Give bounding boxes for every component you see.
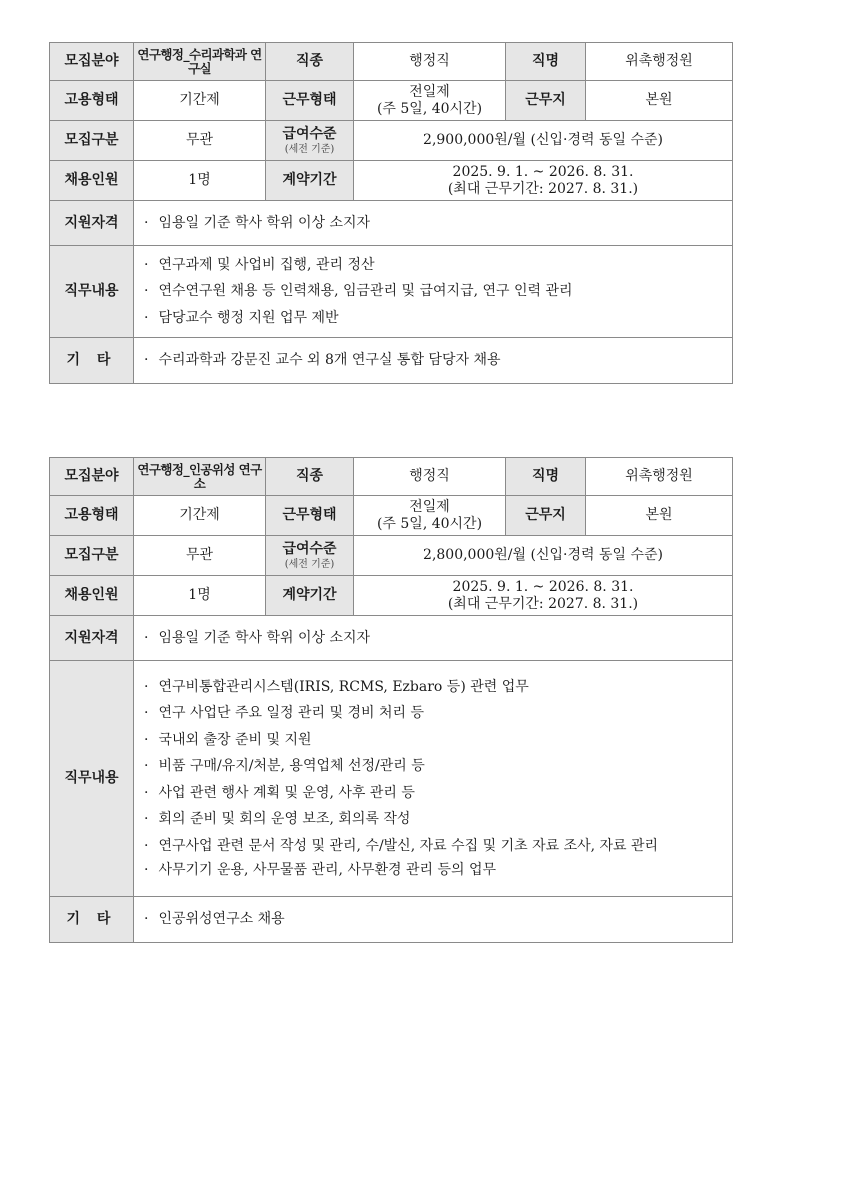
contract-period-value bbox=[354, 576, 733, 616]
job-type-value: 행정직 bbox=[354, 43, 506, 81]
work-type-line2: (주 5일, 40시간) bbox=[376, 100, 483, 117]
location-value: 본원 bbox=[586, 496, 733, 536]
list-item-text: 회의 준비 및 회의 운영 보조, 회의록 작성 bbox=[158, 811, 411, 828]
work-type-label: 근무형태 bbox=[266, 496, 354, 536]
bullet-icon: · bbox=[144, 811, 149, 828]
title-value: 위촉행정원 bbox=[586, 43, 733, 81]
title-label: 직명 bbox=[506, 458, 586, 496]
list-item bbox=[144, 625, 724, 652]
list-item bbox=[144, 806, 724, 833]
contract-period-label: 계약기간 bbox=[266, 576, 354, 616]
field-value: 연구행정_인공위성 연구소 bbox=[134, 458, 266, 496]
bullet-icon: · bbox=[144, 911, 149, 928]
qualification-label: 지원자격 bbox=[50, 616, 134, 661]
etc-label: 기 타 bbox=[50, 897, 134, 943]
qualification-label: 지원자격 bbox=[50, 201, 134, 246]
duties-list bbox=[144, 252, 724, 332]
list-item-text: 연구과제 및 사업비 집행, 관리 정산 bbox=[158, 256, 375, 273]
salary-value: 2,800,000원/월 (신입·경력 동일 수준) bbox=[354, 536, 733, 576]
title-value: 위촉행정원 bbox=[586, 458, 733, 496]
list-item bbox=[144, 857, 724, 884]
salary-label-text: 급여수준 bbox=[282, 540, 337, 557]
headcount-value: 1명 bbox=[134, 576, 266, 616]
location-label: 근무지 bbox=[506, 496, 586, 536]
work-type-line1: 전일제 bbox=[409, 498, 450, 515]
bullet-icon: · bbox=[144, 214, 149, 231]
list-item-text: 비품 구매/유지/처분, 용역업체 선정/관리 등 bbox=[158, 758, 425, 775]
list-item-text: 연수연구원 채용 등 인력채용, 임금관리 및 급여지급, 연구 인력 관리 bbox=[158, 283, 573, 300]
salary-note: (세전 기준) bbox=[284, 558, 335, 570]
field-label: 모집분야 bbox=[50, 458, 134, 496]
job-posting-table-2 bbox=[49, 457, 733, 943]
duties-list bbox=[144, 674, 724, 884]
list-item-text: 수리과학과 강문진 교수 외 8개 연구실 통합 담당자 채용 bbox=[158, 352, 501, 369]
work-type-line1: 전일제 bbox=[409, 83, 450, 100]
bullet-icon: · bbox=[144, 861, 149, 878]
duties-value bbox=[134, 661, 733, 897]
list-item-text: 임용일 기준 학사 학위 이상 소지자 bbox=[158, 214, 371, 231]
salary-value: 2,900,000원/월 (신입·경력 동일 수준) bbox=[354, 121, 733, 161]
work-type-label: 근무형태 bbox=[266, 81, 354, 121]
list-item bbox=[144, 305, 724, 332]
salary-note: (세전 기준) bbox=[284, 143, 335, 155]
etc-list bbox=[144, 347, 724, 374]
etc-label: 기 타 bbox=[50, 338, 134, 384]
employment-type-label: 고용형태 bbox=[50, 496, 134, 536]
job-type-label: 직종 bbox=[266, 458, 354, 496]
contract-line2: (최대 근무기간: 2027. 8. 31.) bbox=[447, 180, 639, 197]
contract-line1: 2025. 9. 1. ~ 2026. 8. 31. bbox=[452, 578, 634, 595]
etc-value bbox=[134, 897, 733, 943]
bullet-icon: · bbox=[144, 352, 149, 369]
list-item bbox=[144, 833, 724, 857]
qualification-value bbox=[134, 201, 733, 246]
recruit-category-value: 무관 bbox=[134, 536, 266, 576]
field-label: 모집분야 bbox=[50, 43, 134, 81]
employment-type-value: 기간제 bbox=[134, 496, 266, 536]
list-item bbox=[144, 727, 724, 754]
work-type-value bbox=[354, 496, 506, 536]
duties-value bbox=[134, 246, 733, 338]
salary-label-text: 급여수준 bbox=[282, 125, 337, 142]
bullet-icon: · bbox=[144, 705, 149, 722]
list-item-text: 인공위성연구소 채용 bbox=[158, 911, 285, 928]
qualification-list bbox=[144, 625, 724, 652]
contract-period-label: 계약기간 bbox=[266, 161, 354, 201]
headcount-value: 1명 bbox=[134, 161, 266, 201]
list-item bbox=[144, 753, 724, 780]
recruit-category-label: 모집구분 bbox=[50, 536, 134, 576]
list-item-text: 사업 관련 행사 계획 및 운영, 사후 관리 등 bbox=[158, 784, 415, 801]
duties-label: 직무내용 bbox=[50, 246, 134, 338]
contract-line2: (최대 근무기간: 2027. 8. 31.) bbox=[447, 595, 639, 612]
qualification-list bbox=[144, 210, 724, 237]
etc-list bbox=[144, 906, 724, 933]
bullet-icon: · bbox=[144, 837, 149, 854]
location-value: 본원 bbox=[586, 81, 733, 121]
list-item-text: 연구사업 관련 문서 작성 및 관리, 수/발신, 자료 수집 및 기초 자료 조사, 자료 관리 bbox=[158, 837, 659, 854]
list-item bbox=[144, 906, 724, 933]
list-item bbox=[144, 278, 724, 305]
bullet-icon: · bbox=[144, 731, 149, 748]
list-item bbox=[144, 674, 724, 701]
list-item bbox=[144, 780, 724, 807]
salary-label bbox=[266, 536, 354, 576]
bullet-icon: · bbox=[144, 309, 149, 326]
duties-label: 직무내용 bbox=[50, 661, 134, 897]
employment-type-label: 고용형태 bbox=[50, 81, 134, 121]
job-posting-table-1 bbox=[49, 42, 733, 384]
list-item bbox=[144, 700, 724, 727]
list-item-text: 연구 사업단 주요 일정 관리 및 경비 처리 등 bbox=[158, 705, 424, 722]
bullet-icon: · bbox=[144, 678, 149, 695]
etc-value bbox=[134, 338, 733, 384]
location-label: 근무지 bbox=[506, 81, 586, 121]
recruit-category-label: 모집구분 bbox=[50, 121, 134, 161]
list-item bbox=[144, 252, 724, 279]
headcount-label: 채용인원 bbox=[50, 161, 134, 201]
work-type-line2: (주 5일, 40시간) bbox=[376, 515, 483, 532]
job-type-label: 직종 bbox=[266, 43, 354, 81]
list-item bbox=[144, 347, 724, 374]
employment-type-value: 기간제 bbox=[134, 81, 266, 121]
list-item bbox=[144, 210, 724, 237]
title-label: 직명 bbox=[506, 43, 586, 81]
list-item-text: 사무기기 운용, 사무물품 관리, 사무환경 관리 등의 업무 bbox=[158, 861, 497, 878]
headcount-label: 채용인원 bbox=[50, 576, 134, 616]
list-item-text: 국내외 출장 준비 및 지원 bbox=[158, 731, 312, 748]
field-value: 연구행정_수리과학과 연구실 bbox=[134, 43, 266, 81]
job-type-value: 행정직 bbox=[354, 458, 506, 496]
contract-line1: 2025. 9. 1. ~ 2026. 8. 31. bbox=[452, 163, 634, 180]
contract-period-value bbox=[354, 161, 733, 201]
list-item-text: 임용일 기준 학사 학위 이상 소지자 bbox=[158, 629, 371, 646]
recruit-category-value: 무관 bbox=[134, 121, 266, 161]
bullet-icon: · bbox=[144, 784, 149, 801]
bullet-icon: · bbox=[144, 758, 149, 775]
bullet-icon: · bbox=[144, 283, 149, 300]
list-item-text: 담당교수 행정 지원 업무 제반 bbox=[158, 309, 339, 326]
list-item-text: 연구비통합관리시스템(IRIS, RCMS, Ezbaro 등) 관련 업무 bbox=[158, 678, 529, 695]
salary-label bbox=[266, 121, 354, 161]
bullet-icon: · bbox=[144, 256, 149, 273]
qualification-value bbox=[134, 616, 733, 661]
bullet-icon: · bbox=[144, 629, 149, 646]
work-type-value bbox=[354, 81, 506, 121]
